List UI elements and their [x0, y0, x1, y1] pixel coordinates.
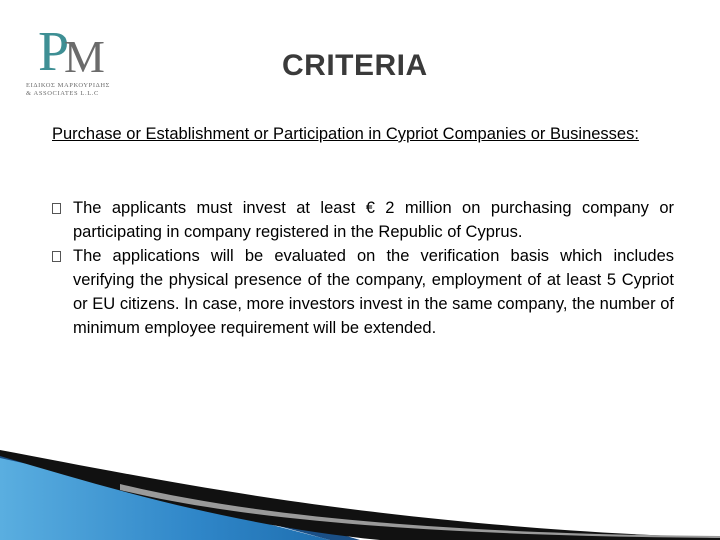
svg-text:P: P: [38, 21, 70, 78]
logo-caption-line1: ΕΙΔΙΚΟΣ ΜΑΡΚΟΥΡΙΔΗΣ: [26, 82, 111, 89]
criteria-list: [52, 196, 674, 340]
list-item: [52, 196, 674, 244]
bullet-text: The applications will be evaluated on the verification basis which includes verifying the physical presence of the company, employment of at least 5 Cypriot or EU citizens. In case, more investors invest in the same company, the number of minimum employee requirement will be extended.: [73, 247, 674, 337]
logo-caption-line2: & ASSOCIATES L.L.C: [26, 90, 99, 97]
bullet-box-icon: [52, 203, 61, 214]
list-item: [52, 244, 674, 340]
bullet-text: The applicants must invest at least € 2 million on purchasing company or participating in company registered in the Republic of Cyprus.: [73, 199, 674, 241]
bullet-box-icon: [52, 251, 61, 262]
decorative-swoosh: [0, 440, 720, 540]
page-title: CRITERIA: [282, 49, 428, 82]
svg-text:M: M: [64, 31, 105, 78]
logo-caption: [26, 82, 136, 98]
pm-monogram-icon: [38, 20, 118, 78]
company-logo: [24, 20, 124, 102]
section-heading: Purchase or Establishment or Participation in Cypriot Companies or Businesses:: [52, 125, 639, 143]
